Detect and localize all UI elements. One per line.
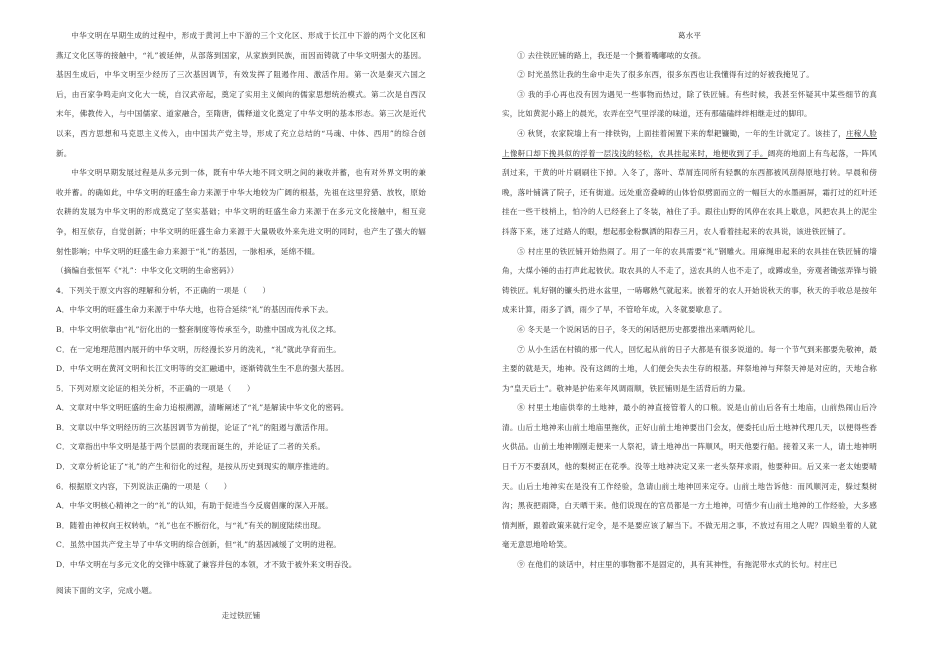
answer-option-a: A．中华文明核心精神之一的“礼”的认知，有助于促进当今反腐倡廉的深入开展。 bbox=[56, 501, 333, 511]
source-citation: （摘编自张恒军《“礼”：中华文化文明的生命密码》） bbox=[56, 266, 239, 276]
underlined-sentence: 庄稼人脸上像鼾口却下挽具似的浮着一层浅浅的轻松，农具挂起来时，地便收到了手。 bbox=[502, 128, 877, 158]
answer-option-b: B．中华文明依靠由“礼”衍化出的一整套制度等传承至今，助推中国成为礼仪之邦。 bbox=[56, 324, 341, 334]
answer-option-a: A．文章对中华文明旺盛的生命力追根溯源，清晰阐述了“礼”是解读中华文化的密码。 bbox=[56, 403, 349, 413]
essay-paragraph-1: ① 去往铁匠铺的路上，我还是一个撅着嘴嘟哝的女孩。 bbox=[517, 50, 706, 60]
essay-paragraph-7: ⑦ 从小生活在村镇的那一代人，回忆起从前的日子大都是有很多说道的。每一个节气到来都要先敬神，最主要的就是天，地神。没有这阔的土地，人们便会失去生存的根基。拜祭地神与拜祭天神是对应的，天地合称为“皇天后土”。敬神是护佑来年风调雨顺，铁匠铺则是生活背后的力量。 bbox=[502, 344, 877, 393]
right-column bbox=[502, 26, 877, 575]
essay-paragraph-6: ⑥ 冬天是一个说闲话的日子，冬天的闲话把历史都要推出来晒两轮儿。 bbox=[517, 324, 760, 334]
answer-option-d: D．中华文明在黄河文明和长江文明等的交汇融通中，逐渐铸就生生不息的强大基因。 bbox=[56, 364, 349, 374]
answer-option-c: C．文章指出中华文明是基于两个层面的表现而诞生的，并论证了二者的关系。 bbox=[56, 442, 326, 452]
essay-author: 葛水平 bbox=[677, 31, 702, 40]
essay-paragraph-2: ② 时光虽然让我的生命中走失了很多东西，很多东西也让我懂得有过的好被我掩见了。 bbox=[517, 70, 815, 80]
answer-option-b: B．随着由神权向王权转轨，“礼”也在不断衍化，与“礼”有关的制度陆续出现。 bbox=[56, 520, 326, 530]
answer-option-b: B．文章以中华文明经历的三次基因调节为前提，论证了“礼”的阻遏与激活作用。 bbox=[56, 422, 334, 432]
paragraph-text: 阔亮的地面上有鸟起落，一阵风刮过来，干黄的叶片刷刷往下掉。入冬了，落叶、草屑连同所有轻飘的东西都被风刮得原地打转。早晨和傍晚，落叶铺满了院子，还有街道。远处重峦叠嶂的山体恰似劈面而立的一幅巨大的水墨画屏，霜打过的红叶还挂在一些干枝梢上，怕冷的人已经套上了冬装，袖住了手。跟往山野的风停在农具上歇息，风把农具上的泥尘抖落下来，迷了过路人的眼，想起那金粉飘洒的阳春三月，农人看着挂起来的农具说，该进铁匠铺了。 bbox=[502, 148, 877, 236]
paragraph-text: ④ 秋贤，农家院墙上有一排铁钩，上面挂着闲置下来的犁耙镰锄，一年的生计就定了。该挂了， bbox=[517, 128, 846, 138]
essay-paragraph-3: ③ 我的手心再也没有因为遇见一些事物而热过，除了铁匠铺。有些时候，我甚至怀疑其中某些细节的真实，比如黄泥小路上的晨光，农弄在空气里浮漾的味道，还有那磕磕绊绊相继走过的脚印。 bbox=[502, 89, 877, 119]
body-paragraph: 中华文明在早期生成的过程中，形成于黄河上中下游的三个文化区、形成于长江中下游的两个文化区和燕辽文化区等的接触中，“礼”被延伸，从部落到国家，从家族到民族，而因而铸就了中华文明强大的基因。基因生成后，中华文明至少经历了三次基因调节，有效发挥了阻遏作用、激活作用。第一次是秦灭六国之后，由百家争鸣走向文化大一统，自汉武帝起，奠定了实用主义倾向的儒家思想统治模式。第二次是自西汉末年，佛教传入，与中国儒家、道家融合，至隋唐，儒释道文化奠定了中华文明的基本形态。第三次是近代以来，西方思想和马克思主义传入，由中国共产党主导，形成了充立总结的“马魂、中体、西用”的综合创新。 bbox=[56, 31, 426, 158]
answer-option-c: C．在一定地理范围内展开的中华文明，历经漫长岁月的洗礼，“礼”就此孕育而生。 bbox=[56, 344, 342, 354]
essay-paragraph-9: ⑨ 在他们的谈话中，村庄里的事物都不是固定的，具有其神性，有拖泥带水式的长句。村庄已 bbox=[517, 560, 838, 570]
essay-paragraph-5: ⑤ 村庄里的铁匠铺开始热闹了。用了一年的农具需要“礼”钢雕火。用麻绳串起来的农具挂在铁匠铺的墙角，大煤小锤的击打声此起彼伏。取农具的人不走了，送农具的人也不走了，或蹲或坐，旁观者锄弦弄锋与锻铸铁匠。轧好钢的镰头扔进水盆里，一哧嘟熟气就起来。嵌着牙的农人开始说秋天的事，秋天的手收总是按年成来计算，雨多了洒，雨少了旱，不管哈年成，入冬就要歇息了。 bbox=[502, 246, 877, 315]
essay-title: 走过铁匠铺 bbox=[221, 611, 261, 621]
answer-option-c: C．虽然中国共产党主导了中华文明的综合创新，但“礼”的基因减缓了文明的进程。 bbox=[56, 540, 342, 550]
answer-option-d: D．文章分析论证了“礼”的产生和衍化的过程，是按从历史到现实的顺序推进的。 bbox=[56, 462, 334, 472]
left-column bbox=[56, 26, 426, 626]
question-stem: 6．根据原文内容，下列说法正确的一项是（ ） bbox=[56, 481, 232, 491]
question-stem: 5．下列对原文论证的相关分析，不正确的一项是（ ） bbox=[56, 383, 255, 393]
question-stem: 4．下列关于原文内容的理解和分析，不正确的一项是（ ） bbox=[56, 285, 271, 295]
essay-paragraph-4 bbox=[502, 124, 877, 242]
answer-option-d: D．中华文明在与多元文化的交锋中练就了兼容并包的本领，才不致于被外来文明吞没。 bbox=[56, 560, 357, 570]
essay-paragraph-8: ⑧ 村里土地庙供奉的土地神，最小的神直接管着人的口粮。说是山前山后各有土地庙，山前热闹山后冷清。山后土地神来山前土地庙里拖伙，正好山前土地神要出门会友，便委托山后土地神代理几天，以便得些香火供品。山前土地神刚刚走便来一人祭祀，请土地神出一阵顺风，明天他要行船。接着又来一人，请土地神明日千万不要刮风，他的梨树正在花季。没等土地神决定又来一老头祭拜求雨，他要种田。后又来一老太她要晴天。山后土地神实在是没有工作经验，急请山前土地神回来定夺。山前土地告诉他：而风顺河走，躲过梨树沟；黑夜把雨降，白天晒干来。他们说现在的官员都是一方土地神，可惜少有山前土地神的工作经验，大多感情判断，跟着政策来就行定令，是不是要应该了解当下。不做无用之事，不放过有用之人呢？四娘坐着的人就毫无意思地哈哈笑。 bbox=[502, 403, 877, 550]
question-5 bbox=[56, 379, 426, 477]
body-paragraph: 中华文明早期发展过程是从多元到一体，既有中华大地不同文明之间的兼收并蓄，也有对外界文明的兼收并蓄。的确如此，中华文明的旺盛生命力来源于中华大地较为广阔的根基，先祖在这里狩猎、放牧，原始农耕的发展为中华文明的形成奠定了坚实基础；中华文明的旺盛生命力来源于在多元文化接触中，相互竞争，相互依存，自觉创新；中华文明的旺盛生命力来源于大量吸收外来先进文明的同时，也产生了强大的辐射性影响；中华文明的旺盛生命力来源于“礼”的基因，一脉相承，延绵不辍。 bbox=[56, 168, 426, 256]
reading-prompt: 阅读下面的文字，完成小题。 bbox=[56, 585, 157, 595]
answer-option-a: A．中华文明的旺盛生命力来源于中华大地，也符合延续“礼”的基因而传承下去。 bbox=[56, 305, 333, 315]
question-6 bbox=[56, 477, 426, 575]
question-4 bbox=[56, 281, 426, 379]
